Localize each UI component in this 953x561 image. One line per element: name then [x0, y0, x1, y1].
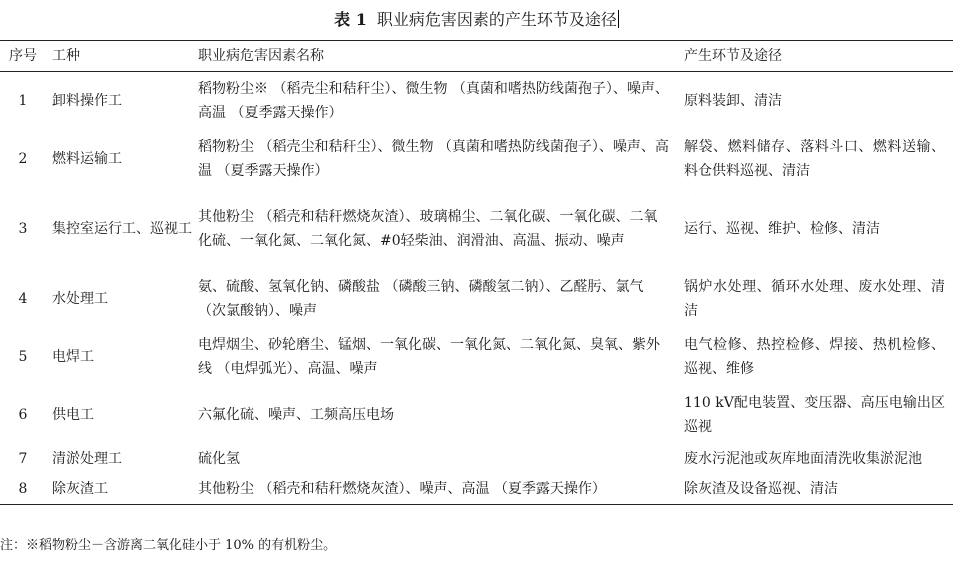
cell-hazard-factors: 稻物粉尘※ （稻壳尘和秸秆尘）、微生物 （真菌和嗜热防线菌孢子）、噪声、高温 （夏季露天操作） — [198, 81, 669, 121]
table-number: 表 1 — [334, 10, 367, 29]
cell-index: 8 — [18, 481, 28, 497]
table-row — [0, 130, 953, 188]
header-job-type: 工种 — [52, 48, 80, 64]
table-row — [0, 444, 953, 474]
table-caption — [0, 8, 953, 32]
cell-source: 110 kV配电装置、变压器、高压电输出区巡视 — [684, 395, 945, 435]
table-header-row — [0, 41, 953, 72]
cell-source: 电气检修、热控检修、焊接、热机检修、巡视、维修 — [684, 337, 945, 377]
cell-job-type: 供电工 — [52, 407, 94, 423]
cell-index: 4 — [18, 291, 28, 307]
cell-hazard-factors: 六氟化硫、噪声、工频高压电场 — [198, 407, 394, 423]
cell-hazard-factors: 电焊烟尘、砂轮磨尘、锰烟、一氧化碳、一氧化氮、二氧化氮、臭氧、紫外线 （电焊弧光）、高温、噪声 — [198, 337, 660, 377]
cell-index: 7 — [18, 451, 28, 467]
cell-hazard-factors: 氨、硫酸、氢氧化钠、磷酸盐 （磷酸三钠、磷酸氢二钠）、乙醛肟、氯气 （次氯酸钠）、噪声 — [198, 279, 644, 319]
cell-index: 6 — [18, 407, 28, 423]
cell-index: 1 — [18, 93, 28, 109]
hazard-table — [0, 40, 953, 505]
header-index: 序号 — [9, 48, 37, 64]
cell-hazard-factors: 稻物粉尘 （稻壳尘和秸秆尘）、微生物 （真菌和嗜热防线菌孢子）、噪声、高温 （夏季露天操作） — [198, 139, 669, 179]
cell-job-type: 卸料操作工 — [52, 93, 122, 109]
cell-source: 原料装卸、清洁 — [684, 93, 782, 109]
cell-hazard-factors: 硫化氢 — [198, 451, 240, 467]
cell-hazard-factors: 其他粉尘 （稻壳和秸秆燃烧灰渣）、玻璃棉尘、二氧化碳、一氧化碳、二氧化硫、一氧化氮、二氧化氮、#0轻柴油、润滑油、高温、振动、噪声 — [198, 209, 658, 249]
cell-index: 2 — [18, 151, 28, 167]
cell-source: 解袋、燃料储存、落料斗口、燃料送输、料仓供料巡视、清洁 — [684, 139, 945, 179]
table-title: 职业病危害因素的产生环节及途径 — [376, 10, 617, 29]
cell-job-type: 电焊工 — [52, 349, 94, 365]
cell-source: 除灰渣及设备巡视、清洁 — [684, 481, 838, 497]
cell-index: 3 — [18, 221, 28, 237]
cell-job-type: 集控室运行工、巡视工 — [52, 221, 192, 237]
header-hazard-factors: 职业病危害因素名称 — [198, 48, 324, 64]
cell-source: 废水污泥池或灰库地面清洗收集淤泥池 — [684, 451, 922, 467]
table-row — [0, 474, 953, 505]
cell-job-type: 除灰渣工 — [52, 481, 108, 497]
header-source: 产生环节及途径 — [684, 48, 782, 64]
table-row — [0, 386, 953, 444]
cell-job-type: 燃料运输工 — [52, 151, 122, 167]
table-row — [0, 188, 953, 270]
cell-source: 锅炉水处理、循环水处理、废水处理、清洁 — [684, 279, 945, 319]
table-row — [0, 328, 953, 386]
cell-source: 运行、巡视、维护、检修、清洁 — [684, 221, 880, 237]
cell-job-type: 水处理工 — [52, 291, 108, 307]
text-cursor — [618, 10, 619, 28]
table-footnote: 注：※稻物粉尘－含游离二氧化硅小于 10% 的有机粉尘。 — [0, 538, 337, 553]
table-row — [0, 72, 953, 131]
cell-hazard-factors: 其他粉尘 （稻壳和秸秆燃烧灰渣）、噪声、高温 （夏季露天操作） — [198, 481, 606, 497]
cell-index: 5 — [18, 349, 28, 365]
table-row — [0, 270, 953, 328]
cell-job-type: 清淤处理工 — [52, 451, 122, 467]
